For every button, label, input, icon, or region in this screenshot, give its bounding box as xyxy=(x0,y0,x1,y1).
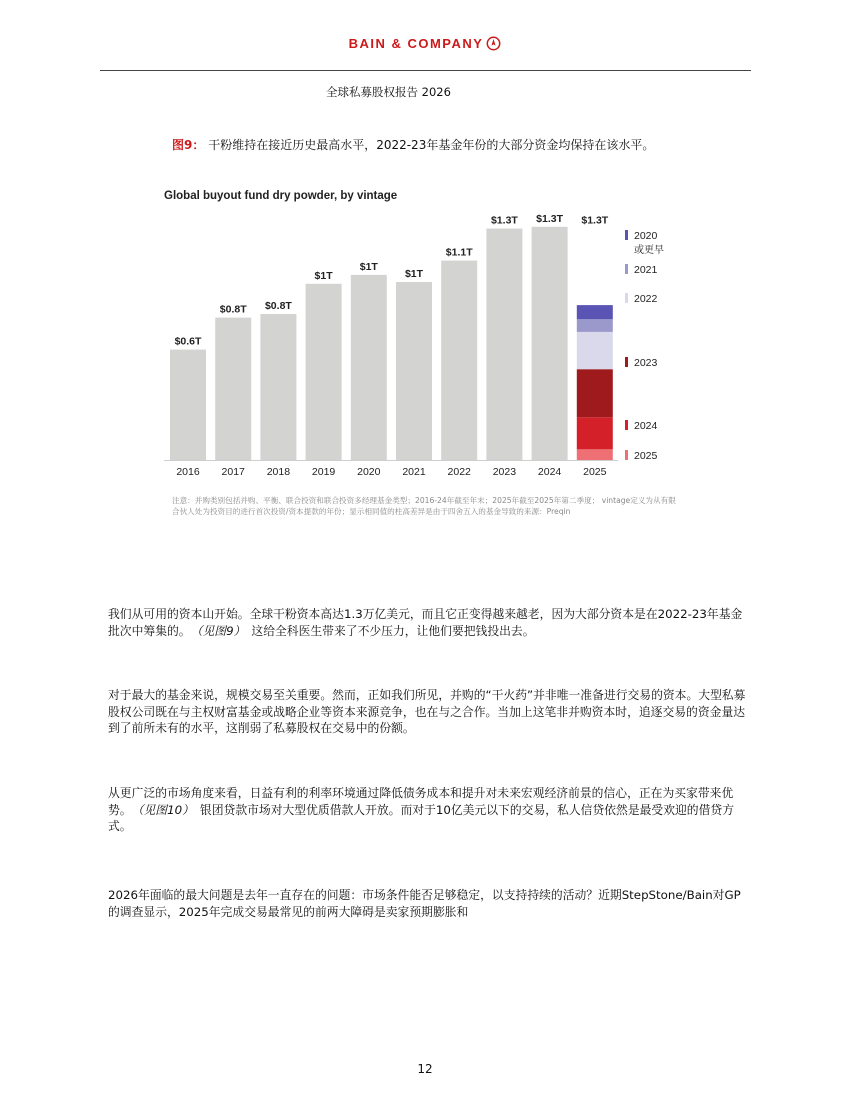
bain-compass-logo-icon xyxy=(486,36,501,51)
figure-caption-text: 干粉维持在接近历史最高水平，2022-23年基金年份的大部分资金均保持在该水平。 xyxy=(208,138,655,152)
bar-2022 xyxy=(441,261,477,460)
legend-label-2021: 2021 xyxy=(634,264,658,276)
p1-text-b: 这给全科医生带来了不少压力，让他们要把钱投出去。 xyxy=(251,623,535,638)
bar-2019 xyxy=(306,284,342,460)
legend-label-2020: 2020 xyxy=(634,230,658,242)
data-label-2021: $1T xyxy=(404,268,424,280)
legend-label-2022: 2022 xyxy=(634,293,658,305)
x-tick-2023: 2023 xyxy=(492,466,517,478)
page-number: 12 xyxy=(417,1062,433,1076)
x-tick-2022: 2022 xyxy=(447,466,471,478)
data-label-2019: $1T xyxy=(314,269,333,282)
p3-text-b: 银团贷款市场对大型优质借款人开放。而对于10亿美元以下的交易，私人信贷依然是最受欢迎的借贷方式。 xyxy=(108,802,734,833)
bar-segment-2021 xyxy=(577,319,613,332)
legend-label-2020-sub: 或更早 xyxy=(634,245,664,256)
data-label-2024: $1.3T xyxy=(536,212,564,225)
x-tick-2024: 2024 xyxy=(537,466,562,478)
x-tick-2018: 2018 xyxy=(266,466,291,478)
bar-2017 xyxy=(215,318,251,460)
bar-segment-2020-或更早 xyxy=(577,305,613,319)
paragraph-scale-deals: 对于最大的基金来说，规模交易至关重要。然而，正如我们所见，并购的“干火药”并非唯一准备进行交易的资本。大型私募股权公司既在与主权财富基金或战略企业等资本来源竞争，也在与之合作。当加上这笔非并购资本时，追逐交易的资金量达到了前所未有的水平，这削弱了私募股权在交易中的份额。 xyxy=(108,688,746,735)
legend-label-2025: 2025 xyxy=(634,450,658,462)
chart-note: 注意：并购类别包括并购、平衡、联合投资和联合投资多经理基金类型；2016-24年截至年末；2025年截至2025年第二季度； vintage定义为从有限合伙人处为投资目的进行首次投资/资本提款的年份；显示相同值的柱高差异是由于四舍五入的基金导致的来源：Preqin xyxy=(172,496,676,516)
figure-caption xyxy=(172,136,677,155)
x-tick-2019: 2019 xyxy=(311,466,336,478)
report-title: 全球私募股权报告 2026 xyxy=(326,85,451,99)
x-tick-2016: 2016 xyxy=(176,466,200,478)
figure-9-reference: （见图9） xyxy=(196,623,246,638)
p1-text-a: 我们从可用的资本山开始。全球干粉资本高达1.3万亿美元，而且它正变得越来越老，因为大部分资本是在2022-23年基金批次中筹集的。 xyxy=(108,607,743,638)
bar-2016 xyxy=(170,350,206,460)
x-tick-2017: 2017 xyxy=(221,466,245,478)
figure-10-reference: （见图10） xyxy=(137,802,194,817)
bar-2020 xyxy=(351,275,387,460)
data-label-2016: $0.6T xyxy=(174,335,202,348)
bar-segment-2023 xyxy=(577,369,613,417)
paragraph-rate-environment xyxy=(108,785,748,835)
bar-2023 xyxy=(486,229,522,460)
legend-label-2023: 2023 xyxy=(634,357,658,369)
legend-swatch-2025 xyxy=(625,450,628,460)
bar-2024 xyxy=(532,227,568,460)
data-label-2020: $1T xyxy=(359,260,378,273)
legend-swatch-2023 xyxy=(625,357,628,367)
brand-name: BAIN & COMPANY xyxy=(348,36,484,51)
x-tick-2025: 2025 xyxy=(583,466,607,478)
paragraph-market-conditions: 2026年面临的最大问题是去年一直存在的问题：市场条件能否足够稳定，以支持持续的活动？近期StepStone/Bain对GP的调查显示，2025年完成交易最常见的前两大障碍是卖家预期膨胀和 xyxy=(108,888,741,919)
p3-text-a: 从更广泛的市场角度来看，日益有利的利率环境通过降低债务成本和提升对未来宏观经济前景的信心，正在为买家带来优势。 xyxy=(108,786,734,817)
legend-swatch-2022 xyxy=(625,293,628,303)
bar-segment-2025 xyxy=(577,449,613,460)
data-label-2018: $0.8T xyxy=(264,300,292,312)
header-divider xyxy=(100,70,751,71)
paragraph-capital-mountain xyxy=(108,606,748,639)
figure-label: 图9： xyxy=(172,138,205,152)
legend-label-2024: 2024 xyxy=(634,420,658,432)
bar-2018 xyxy=(260,314,296,460)
data-label-2023: $1.3T xyxy=(490,214,518,227)
legend-swatch-2021 xyxy=(625,264,628,274)
x-tick-2020: 2020 xyxy=(357,466,381,478)
x-tick-2021: 2021 xyxy=(402,466,426,478)
data-label-2017: $0.8T xyxy=(219,303,247,316)
data-label-2025: $1.3T xyxy=(581,214,609,227)
brand-header xyxy=(0,36,850,51)
bar-2021 xyxy=(396,282,432,460)
legend-swatch-2024 xyxy=(625,420,628,430)
bar-segment-2024 xyxy=(577,417,613,449)
data-label-2022: $1.1T xyxy=(445,246,473,259)
legend-swatch-2020 xyxy=(625,230,628,240)
bar-segment-2022 xyxy=(577,332,613,369)
dry-powder-chart xyxy=(150,200,690,485)
chart-title: Global buyout fund dry powder, by vintage xyxy=(164,190,398,202)
